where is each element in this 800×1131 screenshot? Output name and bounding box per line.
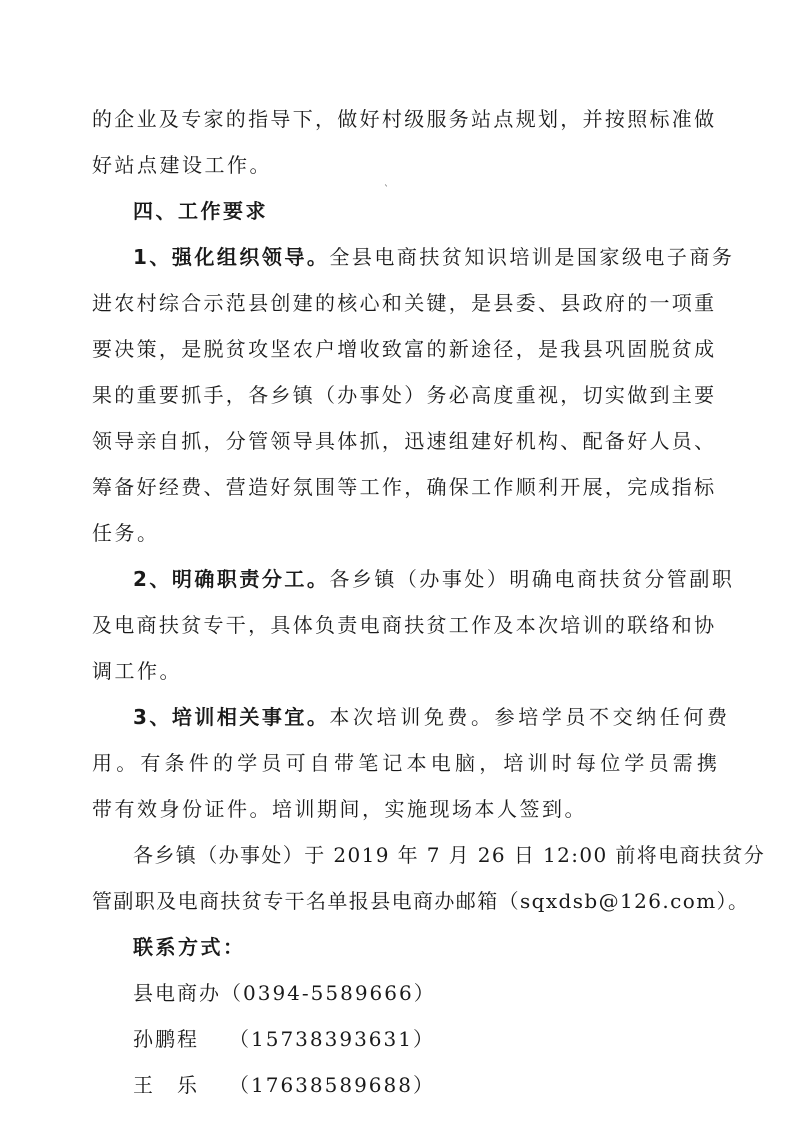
item2-text: 各乡镇（办事处）明确电商扶贫分管副职 (329, 567, 735, 591)
speck-mark: ` (384, 185, 389, 196)
item3-first-line (133, 704, 731, 730)
notice-line: 各乡镇（办事处）于 2019 年 7 月 26 日 12:00 前将电商扶贫分 (133, 843, 766, 867)
paragraph-text: 的企业及专家的指导下，做好村级服务站点规划，并按照标准做 (92, 107, 717, 131)
section-heading: 四、工作要求 (133, 199, 268, 223)
contact-phone: （0394-5589666） (221, 981, 436, 1005)
item1-line: 进农村综合示范县创建的核心和关键，是县委、县政府的一项重 (92, 291, 717, 315)
contact-entry (133, 1072, 435, 1098)
paragraph-text: 好站点建设工作。 (92, 153, 272, 177)
item1-line: 要决策，是脱贫攻坚农户增收致富的新途径，是我县巩固脱贫成 (92, 337, 717, 361)
contact-entry (133, 1026, 435, 1052)
contact-name: 孙鹏程 (133, 1027, 199, 1051)
item3-title: 3、培训相关事宜。 (133, 705, 330, 729)
contact-phone: （17638589688） (229, 1073, 435, 1097)
notice-line: 管副职及电商扶贫专干名单报县电商办邮箱（sqxdsb@126.com）。 (92, 889, 750, 913)
item2-title: 2、明确职责分工。 (133, 567, 330, 591)
paragraph-line (92, 106, 717, 132)
item3-text: 本次培训免费。参培学员不交纳任何费 (329, 705, 731, 729)
item1-line: 筹备好经费、营造好氛围等工作，确保工作顺利开展，完成指标 (92, 475, 717, 499)
contact-name: 王 乐 (133, 1073, 199, 1097)
item2-first-line (133, 566, 734, 592)
item1-line: 任务。 (92, 521, 160, 545)
paragraph-line (92, 152, 272, 178)
item1-title: 1、强化组织领导。 (133, 245, 330, 269)
item2-line: 及电商扶贫专干，具体负责电商扶贫工作及本次培训的联络和协 (92, 613, 717, 637)
item1-first-line (133, 244, 734, 270)
item2-line: 调工作。 (92, 659, 182, 683)
contact-heading: 联系方式： (133, 935, 246, 959)
item1-line: 果的重要抓手，各乡镇（办事处）务必高度重视，切实做到主要 (92, 383, 717, 407)
contact-phone: （15738393631） (229, 1027, 435, 1051)
item1-line: 领导亲自抓，分管领导具体抓，迅速组建好机构、配备好人员、 (92, 429, 717, 453)
item3-line: 用。有条件的学员可自带笔记本电脑，培训时每位学员需携 (92, 751, 722, 775)
item1-text: 全县电商扶贫知识培训是国家级电子商务 (329, 245, 735, 269)
contact-name: 县电商办 (133, 981, 221, 1005)
contact-entry (133, 980, 436, 1006)
item3-line: 带有效身份证件。培训期间，实施现场本人签到。 (92, 797, 587, 821)
